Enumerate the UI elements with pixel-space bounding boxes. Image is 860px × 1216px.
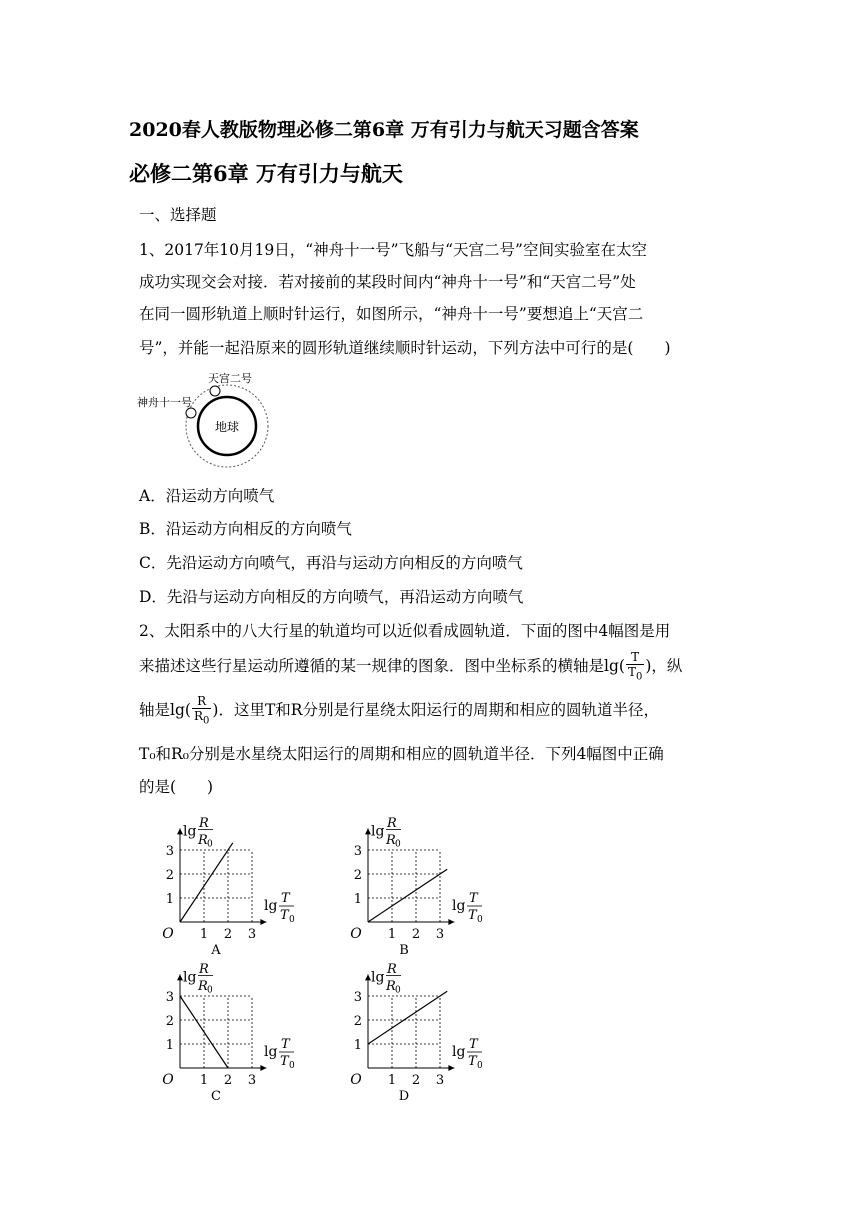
x-tick-label: 1 [387,927,397,942]
x-tick-label: 3 [247,1073,257,1088]
x-axis-arrow [260,919,266,925]
origin-label: O [162,1072,174,1088]
x-axis-label-num: T [281,1037,290,1052]
x-axis-arrow [448,919,454,925]
y-tick-label: 3 [353,844,362,859]
x-axis-label-num: T [469,891,478,906]
y-tick-label: 3 [353,990,362,1005]
origin-label: O [162,926,174,942]
graph-name-D: D [398,1089,410,1104]
tiangong-satellite [210,386,220,396]
graph-name-C: C [211,1089,221,1104]
data-line-A [180,843,233,922]
y-tick-label: 2 [353,1014,362,1029]
q2-line-3-tail: ．这里T和R分别是行星绕太阳运行的周期和相应的圆轨道半径， [218,701,659,720]
answer-graphs [150,810,510,1110]
x-axis-label-sub: 0 [289,1061,295,1071]
x-axis-label-lg: lg [264,1044,278,1060]
data-line-B [368,869,447,922]
q2-line-2-text: 来描述这些行星运动所遵循的某一规律的图象．图中坐标系的横轴是 [139,657,605,676]
origin-label: O [350,1072,362,1088]
graph-C [162,962,295,1104]
x-axis-label-den: T [468,908,477,923]
y-axis-label-num: R [387,962,397,978]
x-tick-label: 2 [223,927,233,942]
y-axis-label-lg: lg [371,823,385,840]
x-tick-label: 2 [411,927,421,942]
x-axis-label-lg: lg [452,898,466,914]
x-axis-arrow [260,1065,266,1071]
y-axis-label-sub: 0 [207,839,213,850]
chapter-heading: 必修二第6章 万有引力与航天 [129,161,403,186]
y-axis-label-lg: lg [371,969,385,986]
y-tick-label: 1 [165,1038,174,1053]
y-axis-label-num: R [199,816,209,832]
x-axis-arrow [448,1065,454,1071]
q2-line-5: 的是( ) [139,778,214,796]
x-tick-label: 2 [223,1073,233,1088]
x-axis-label-den: T [280,1054,289,1069]
q1-option-d: D．先沿与运动方向相反的方向喷气，再沿运动方向喷气 [139,588,524,606]
y-tick-label: 2 [165,1014,174,1029]
y-axis-label-lg: lg [183,823,197,840]
q1-line-3: 在同一圆形轨道上顺时针运行，如图所示，“神舟十一号”要想追上“天宫二 [139,305,644,323]
y-tick-label: 1 [353,1038,362,1053]
graph-name-A: A [211,943,221,958]
x-axis-label-sub: 0 [477,915,483,925]
q2-line-3 [139,694,659,728]
y-axis-label-lg: lg [183,969,197,986]
x-axis-label-den: T [280,908,289,923]
x-axis-expr: lg( $\frac{T}{T_0}$ ) [604,650,652,683]
x-tick-label: 3 [247,927,257,942]
y-axis-label-den: R [386,979,396,994]
x-tick-label: 1 [387,1073,397,1088]
x-tick-label: 1 [199,1073,209,1088]
x-axis-label-lg: lg [264,898,278,914]
document-title: 2020春人教版物理必修二第6章 万有引力与航天习题含答案 [129,119,639,141]
y-tick-label: 3 [165,844,174,859]
shenzhou-label: 神舟十一号 [137,396,192,409]
graph-A [162,816,295,958]
y-axis-label-sub: 0 [395,985,401,996]
section-heading: 一、选择题 [139,206,217,224]
q1-line-1: 1、2017年10月19日，“神舟十一号”飞船与“天宫二号”空间实验室在太空 [139,241,647,259]
y-axis-label-sub: 0 [207,985,213,996]
q2-line-1: 2、太阳系中的八大行星的轨道均可以近似看成圆轨道．下面的图中4幅图是用 [139,622,671,640]
y-tick-label: 2 [165,868,174,883]
x-tick-label: 3 [435,927,445,942]
orbit-figure [135,364,275,474]
y-tick-label: 2 [353,868,362,883]
x-tick-label: 3 [435,1073,445,1088]
q1-option-c: C．先沿运动方向喷气，再沿与运动方向相反的方向喷气 [139,554,523,572]
y-tick-label: 1 [353,892,362,907]
q2-line-4: T₀和R₀分别是水星绕太阳运行的周期和相应的圆轨道半径．下列4幅图中正确 [139,745,664,763]
tiangong-label: 天宫二号 [208,372,252,385]
x-axis-label-num: T [281,891,290,906]
q2-line-2 [139,650,682,684]
x-axis-label-sub: 0 [477,1061,483,1071]
y-axis-label-den: R [386,833,396,848]
q2-line-2-tail: ，纵 [651,657,683,676]
q1-option-a: A．沿运动方向喷气 [139,487,275,505]
shenzhou-satellite [186,408,196,418]
earth-label: 地球 [214,420,240,434]
x-axis-label-sub: 0 [289,915,295,925]
x-tick-label: 2 [411,1073,421,1088]
y-axis-label-den: R [198,979,208,994]
graph-D [350,962,483,1104]
y-axis-label-num: R [387,816,397,832]
x-axis-label-num: T [469,1037,478,1052]
q1-line-4: 号”，并能一起沿原来的圆形轨道继续顺时针运动，下列方法中可行的是( ) [139,339,671,357]
data-line-D [368,991,447,1044]
y-tick-label: 1 [165,892,174,907]
y-tick-label: 3 [165,990,174,1005]
y-axis-label-sub: 0 [395,839,401,850]
y-axis-label-num: R [199,962,209,978]
y-axis-expr: lg( $\frac{R}{R_0}$ ) [170,694,219,727]
x-axis-label-lg: lg [452,1044,466,1060]
x-tick-label: 1 [199,927,209,942]
q1-option-b: B．沿运动方向相反的方向喷气 [139,520,352,538]
q1-line-2: 成功实现交会对接．若对接前的某段时间内“神舟十一号”和“天宫二号”处 [139,273,636,291]
graph-B [350,816,483,958]
y-axis-label-den: R [198,833,208,848]
q2-line-3-text: 轴是 [139,701,171,720]
x-axis-label-den: T [468,1054,477,1069]
graph-name-B: B [399,943,409,958]
origin-label: O [350,926,362,942]
